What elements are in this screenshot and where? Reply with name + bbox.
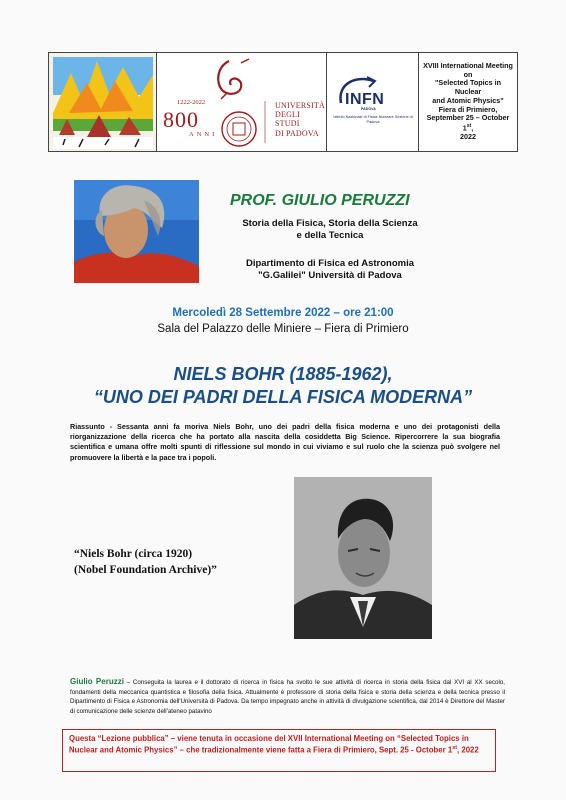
unipd-logo xyxy=(157,53,327,151)
bio-speaker-name: Giulio Peruzzi xyxy=(70,677,124,686)
meeting-line2: "Selected Topics in Nuclear xyxy=(435,78,501,97)
header-band xyxy=(48,52,518,152)
note-sup: st xyxy=(452,744,458,751)
note-year: , 2022 xyxy=(457,745,479,755)
infn-logo-text: INFN xyxy=(345,91,385,108)
meeting-line6: 2022 xyxy=(460,132,476,142)
meeting-dates-sup: st xyxy=(466,123,472,130)
university-name-line2: DEGLI STUDI xyxy=(275,110,300,129)
event-venue: Sala del Palazzo delle Miniere – Fiera di Primiero xyxy=(157,323,409,335)
speaker-department-line1: Dipartimento di Fisica ed Astronomia xyxy=(245,258,415,269)
abstract-text: Riassunto - Sessanta anni fa moriva Niels Bohr, uno dei padri della fisica moderna e uno dei protagonisti della riorganizzazione della ricerca che ha portato alla nascita della cosiddetta Big Science. Ripercorrere la sua biografia scientifica e umana offre molti spunti di riflessione sul mondo in cui viviamo e sul ruolo che la scienza può svolgere nel promuovere la libertà e la pace tra i popoli. xyxy=(70,422,500,462)
meeting-dates: September 25 – October 1 xyxy=(426,113,510,133)
meeting-info xyxy=(419,53,517,151)
speaker-bio xyxy=(70,676,505,716)
meeting-line3: and Atomic Physics" xyxy=(432,95,504,105)
photo-caption-line2: (Nobel Foundation Archive)” xyxy=(74,564,217,576)
niels-bohr-photo xyxy=(294,477,432,639)
anniversary-number: 800 xyxy=(163,107,199,132)
speaker-name: PROF. GIULIO PERUZZI xyxy=(230,192,410,209)
mountain-painting-image xyxy=(49,53,157,151)
event-date: Mercoledì 28 Settembre 2022 – ore 21:00 xyxy=(172,307,394,319)
university-name-line1: UNIVERSITÀ xyxy=(275,101,325,110)
meeting-line5: September 25 – October 1st, xyxy=(426,113,510,133)
infn-full-name: Istituto Nazionale di Fisica Nucleare Sezione di Padova xyxy=(333,115,413,124)
meeting-line1: XVIII International Meeting on xyxy=(423,60,513,79)
public-lecture-note xyxy=(62,729,496,772)
speaker-subject-line1: Storia della Fisica, Storia della Scienza xyxy=(242,218,418,229)
infn-logo xyxy=(327,53,419,151)
infn-location: PADOVA xyxy=(361,107,376,111)
talk-title-line1: NIELS BOHR (1885-1962), xyxy=(173,364,393,384)
bio-text: – Conseguita la laurea e il dottorato di ricerca in fisica ha svolto le sue attività di ricerca in storia della fisica dal XVI al XX secolo, fondamenti della meccanica quantistica e filosofia della fisica. Attualmente è professore di storia della fisica e storia della scienza e della tecnica presso il Dipartimento di Fisica e Astronomia dell'Università di Padova. Da tempo impegnato anche in attività di divulgazione scientifica, dal 2014 è Direttore del Master di comunicazione delle scienze dell'ateneo patavino xyxy=(70,679,505,715)
university-name xyxy=(275,101,326,138)
speaker-department-line2: "G.Galilei" Università di Padova xyxy=(258,270,402,281)
meeting-line4: Fiera di Primiero, xyxy=(438,104,498,114)
university-name-line3: DI PADOVA xyxy=(275,128,319,138)
photo-caption-line1: “Niels Bohr (circa 1920) xyxy=(74,548,193,560)
anniversary-years: 1222-2022 xyxy=(177,99,206,106)
speaker-subject-line2: e della Tecnica xyxy=(296,230,364,241)
anniversary-word: ANNI xyxy=(189,131,218,138)
note-text: Questa “Lezione pubblica” – viene tenuta in occasione del XVII International Meeting on “Selected Topics in Nuclear and Atomic Physics” – che tradizionalmente viene fatta a Fiera di Primiero, Sept. 25 - October 1 xyxy=(69,734,469,755)
speaker-portrait-image xyxy=(74,180,199,283)
talk-title-line2: “UNO DEI PADRI DELLA FISICA MODERNA” xyxy=(93,387,473,407)
